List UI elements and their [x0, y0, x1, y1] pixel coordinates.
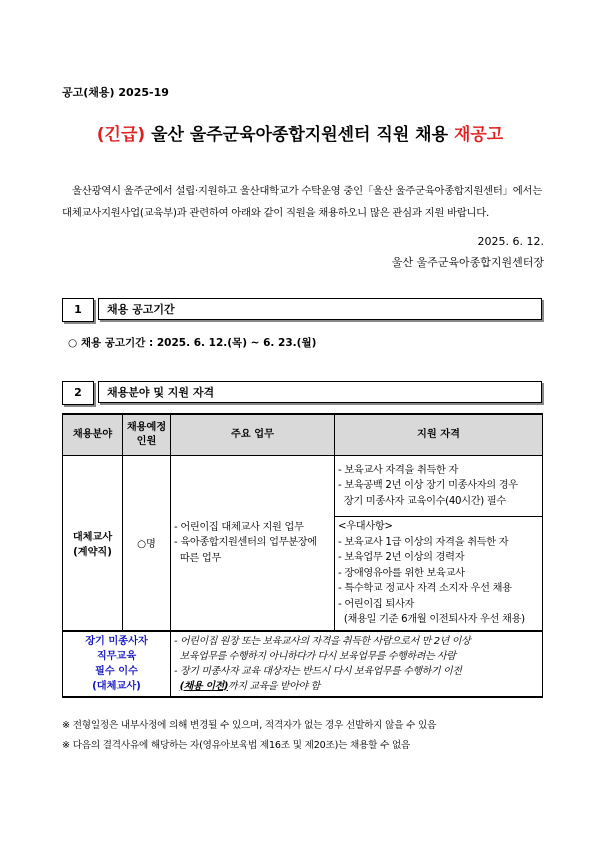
qual-item: - 보육업무 2년 이상의 경력자 — [338, 552, 465, 563]
section-1-number: 1 — [62, 298, 94, 322]
training-line: 보육업무를 수행하지 아니하다가 다시 보육업무를 수행하려는 사람 — [174, 650, 456, 662]
required-qualifications — [335, 456, 543, 517]
duties-cell — [171, 456, 335, 631]
qual-item: - 보육공백 2년 이상 장기 미종사자의 경우 — [338, 480, 518, 492]
qual-item: (채용일 기준 6개월 이전퇴사자 우선 채용) — [338, 614, 525, 625]
duty-item: 따른 업무 — [174, 552, 221, 564]
qual-item: - 특수학교 정교사 자격 소지자 우선 채용 — [338, 583, 512, 594]
before-hiring-emphasis: (채용 이전) — [179, 680, 229, 692]
header-qualification: 지원 자격 — [335, 414, 543, 456]
field-substitute-teacher: 대체교사 (계약직) — [63, 456, 123, 631]
duty-item: - 어린이집 대체교사 지원 업무 — [174, 521, 304, 533]
header-duties: 주요 업무 — [171, 414, 335, 456]
recruitment-table — [62, 413, 543, 698]
note-disqualification: ※ 다음의 결격사유에 해당하는 자(영유아보육법 제16조 및 제20조)는 채용할 수 없음 — [62, 740, 411, 751]
qual-preferred-heading: <우대사항> — [338, 521, 393, 532]
header-field: 채용분야 — [63, 414, 123, 456]
section-2-number: 2 — [62, 381, 94, 405]
notice-date: 2025. 6. 12. — [477, 235, 544, 248]
training-line-rest: 까지 교육을 받아야 함 — [228, 680, 320, 692]
title-repost-suffix: 재공고 — [453, 125, 504, 145]
issuer: 울산 울주군육아종합지원센터장 — [391, 256, 544, 269]
long-term-training-label: 장기 미종사자 직무교육 필수 이수 (대체교사) — [63, 631, 171, 697]
qual-item: - 어린이집 퇴사자 — [338, 598, 415, 610]
header-count: 채용예정 인원 — [123, 414, 171, 456]
qual-item: - 장애영유아를 위한 보육교사 — [338, 567, 465, 579]
qual-item: 장기 미종사자 교육이수(40시간) 필수 — [338, 495, 506, 507]
training-line: - 장기 미종사자 교육 대상자는 반드시 다시 보육업무를 수행하기 이전 — [174, 665, 462, 677]
recruitment-period: ○ 채용 공고기간 : 2025. 6. 12.(목) ~ 6. 23.(월) — [68, 337, 317, 349]
training-line: - 어린이집 원장 또는 보육교사의 자격을 취득한 사람으로서 만 2년 이상 — [174, 635, 471, 647]
page-title — [0, 120, 600, 145]
title-main: 울산 울주군육아종합지원센터 직원 채용 — [145, 125, 454, 145]
intro-paragraph: 울산광역시 울주군에서 설립·지원하고 울산대학교가 수탁운영 중인「울산 울주군육아종합지원센터」에서는 대체교사지원사업(교육부)과 관련하여 아래와 같이 직원을 채용하오니 많은 관심과 지원 바랍니다. — [62, 185, 542, 219]
hiring-count: ○명 — [123, 456, 171, 631]
long-term-training-description — [171, 631, 543, 697]
preferred-qualifications — [335, 517, 543, 631]
notice-number: 공고(채용) 2025-19 — [62, 86, 169, 99]
qual-item: - 보육교사 1급 이상의 자격을 취득한 자 — [338, 536, 509, 548]
section-2-title: 채용분야 및 지원 자격 — [98, 381, 542, 403]
duty-item: - 육아종합지원센터의 업무분장에 — [174, 537, 317, 548]
section-1-title: 채용 공고기간 — [98, 298, 542, 320]
note-schedule: ※ 전형일정은 내부사정에 의해 변경될 수 있으며, 적격자가 없는 경우 선발하지 않을 수 있음 — [62, 720, 437, 731]
title-urgent-prefix: (긴급) — [96, 125, 146, 145]
training-line — [174, 679, 539, 694]
qual-item: - 보육교사 자격을 취득한 자 — [338, 464, 459, 476]
